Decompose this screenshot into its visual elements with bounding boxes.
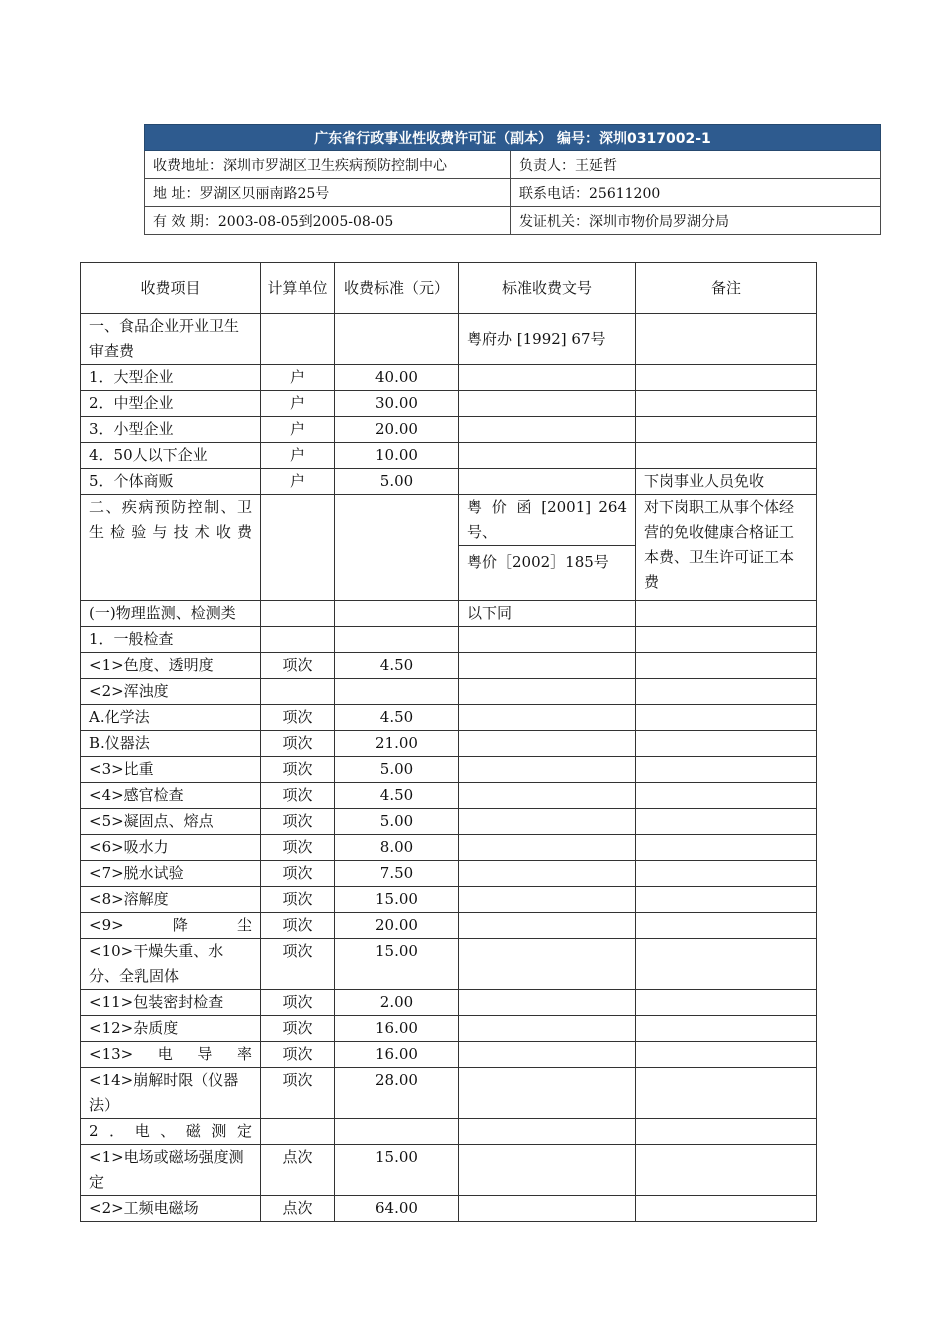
item-cell: <13>电导率 <box>81 1042 261 1068</box>
price-cell: 8.00 <box>335 835 459 861</box>
note-cell <box>636 809 817 835</box>
contact-phone: 联系电话：25611200 <box>511 179 881 207</box>
table-row <box>81 365 817 391</box>
item-cell: <6>吸水力 <box>81 835 261 861</box>
item-cell: <8>溶解度 <box>81 887 261 913</box>
price-cell: 4.50 <box>335 783 459 809</box>
price-cell: 64.00 <box>335 1196 459 1222</box>
item-cell: 2．电、磁测定 <box>81 1119 261 1145</box>
price-cell <box>335 679 459 705</box>
note-cell <box>636 653 817 679</box>
item-cell: <11>包装密封检查 <box>81 990 261 1016</box>
unit-cell: 项次 <box>261 757 335 783</box>
price-cell: 4.50 <box>335 653 459 679</box>
table-row <box>81 990 817 1016</box>
table-row <box>81 314 817 365</box>
price-cell: 7.50 <box>335 861 459 887</box>
doc-cell <box>459 1016 636 1042</box>
item-cell: 2．中型企业 <box>81 391 261 417</box>
header-unit: 计算单位 <box>261 263 335 314</box>
price-cell <box>335 627 459 653</box>
doc-cell <box>459 939 636 990</box>
doc-cell <box>459 391 636 417</box>
unit-cell <box>261 601 335 627</box>
unit-cell: 项次 <box>261 913 335 939</box>
issuing-authority: 发证机关：深圳市物价局罗湖分局 <box>511 207 881 235</box>
doc-cell <box>459 990 636 1016</box>
item-cell: <1>电场或磁场强度测定 <box>81 1145 261 1196</box>
note-cell <box>636 627 817 653</box>
note-cell: 下岗事业人员免收 <box>636 469 817 495</box>
doc-cell <box>459 495 636 601</box>
header-note: 备注 <box>636 263 817 314</box>
fee-table <box>80 262 817 1222</box>
note-cell <box>636 443 817 469</box>
doc-cell <box>459 731 636 757</box>
table-row <box>81 1016 817 1042</box>
item-cell: (一)物理监测、检测类 <box>81 601 261 627</box>
unit-cell <box>261 1119 335 1145</box>
price-cell: 5.00 <box>335 757 459 783</box>
item-cell: 4．50人以下企业 <box>81 443 261 469</box>
note-cell <box>636 1119 817 1145</box>
doc-cell <box>459 417 636 443</box>
unit-cell: 项次 <box>261 653 335 679</box>
note-cell <box>636 1145 817 1196</box>
price-cell: 16.00 <box>335 1016 459 1042</box>
table-row <box>81 417 817 443</box>
unit-cell: 项次 <box>261 990 335 1016</box>
doc-cell: 以下同 <box>459 601 636 627</box>
doc-cell <box>459 469 636 495</box>
fee-table-header <box>81 263 817 314</box>
price-cell: 2.00 <box>335 990 459 1016</box>
table-row <box>81 1068 817 1119</box>
doc-cell <box>459 809 636 835</box>
doc-cell <box>459 1119 636 1145</box>
price-cell <box>335 601 459 627</box>
unit-cell: 户 <box>261 365 335 391</box>
table-row <box>81 1145 817 1196</box>
table-row <box>81 783 817 809</box>
note-cell <box>636 861 817 887</box>
table-row <box>81 757 817 783</box>
doc-cell <box>459 1042 636 1068</box>
header-standard: 收费标准（元） <box>335 263 459 314</box>
doc-cell <box>459 365 636 391</box>
price-cell <box>335 495 459 601</box>
unit-cell: 项次 <box>261 1042 335 1068</box>
table-row <box>81 913 817 939</box>
doc-cell: 粤府办 [1992] 67号 <box>459 314 636 365</box>
table-row <box>81 809 817 835</box>
unit-cell: 项次 <box>261 1068 335 1119</box>
price-cell: 10.00 <box>335 443 459 469</box>
item-cell: <2>浑浊度 <box>81 679 261 705</box>
item-cell: <3>比重 <box>81 757 261 783</box>
table-row <box>81 861 817 887</box>
item-cell: 3．小型企业 <box>81 417 261 443</box>
note-cell <box>636 835 817 861</box>
doc-cell <box>459 443 636 469</box>
table-row <box>81 653 817 679</box>
address: 地 址：罗湖区贝丽南路25号 <box>145 179 511 207</box>
doc-cell <box>459 1145 636 1196</box>
unit-cell <box>261 314 335 365</box>
price-cell: 40.00 <box>335 365 459 391</box>
item-cell: 1．大型企业 <box>81 365 261 391</box>
unit-cell: 项次 <box>261 783 335 809</box>
note-cell <box>636 601 817 627</box>
price-cell: 15.00 <box>335 887 459 913</box>
table-row <box>81 601 817 627</box>
note-cell <box>636 990 817 1016</box>
unit-cell: 项次 <box>261 887 335 913</box>
item-cell: <12>杂质度 <box>81 1016 261 1042</box>
table-row <box>81 705 817 731</box>
doc-cell-top: 粤 价 函 [2001] 264号、 <box>459 495 635 546</box>
price-cell: 21.00 <box>335 731 459 757</box>
note-cell <box>636 314 817 365</box>
doc-cell <box>459 861 636 887</box>
item-cell: <5>凝固点、熔点 <box>81 809 261 835</box>
table-row <box>81 1042 817 1068</box>
item-cell: A.化学法 <box>81 705 261 731</box>
item-cell: <10>干燥失重、水分、全乳固体 <box>81 939 261 990</box>
doc-cell <box>459 653 636 679</box>
price-cell: 15.00 <box>335 939 459 990</box>
item-cell: 二、疾病预防控制、卫生检验与技术收费 <box>81 495 261 601</box>
price-cell: 5.00 <box>335 809 459 835</box>
unit-cell: 户 <box>261 391 335 417</box>
item-cell: 1．一般检查 <box>81 627 261 653</box>
note-cell <box>636 731 817 757</box>
doc-cell <box>459 1068 636 1119</box>
doc-cell <box>459 783 636 809</box>
note-cell <box>636 939 817 990</box>
item-cell: <9>降尘 <box>81 913 261 939</box>
price-cell: 20.00 <box>335 913 459 939</box>
table-row <box>81 887 817 913</box>
doc-cell <box>459 627 636 653</box>
price-cell: 30.00 <box>335 391 459 417</box>
price-cell: 15.00 <box>335 1145 459 1196</box>
unit-cell: 项次 <box>261 1016 335 1042</box>
validity-period: 有 效 期：2003-08-05到2005-08-05 <box>145 207 511 235</box>
note-cell: 对下岗职工从事个体经营的免收健康合格证工本费、卫生许可证工本费 <box>636 495 817 601</box>
item-cell: <4>感官检查 <box>81 783 261 809</box>
table-row <box>81 939 817 990</box>
license-header-table <box>144 124 881 235</box>
note-cell <box>636 783 817 809</box>
unit-cell: 户 <box>261 443 335 469</box>
item-cell: 一、食品企业开业卫生审查费 <box>81 314 261 365</box>
doc-cell <box>459 679 636 705</box>
unit-cell: 项次 <box>261 731 335 757</box>
unit-cell: 点次 <box>261 1196 335 1222</box>
unit-cell <box>261 495 335 601</box>
header-doc: 标准收费文号 <box>459 263 636 314</box>
note-cell <box>636 1042 817 1068</box>
item-cell: <7>脱水试验 <box>81 861 261 887</box>
unit-cell: 户 <box>261 469 335 495</box>
doc-cell <box>459 835 636 861</box>
note-cell <box>636 705 817 731</box>
fee-table-body <box>81 314 817 1222</box>
table-row <box>81 495 817 601</box>
header-item: 收费项目 <box>81 263 261 314</box>
note-cell <box>636 1196 817 1222</box>
unit-cell: 项次 <box>261 835 335 861</box>
note-cell <box>636 1068 817 1119</box>
price-cell: 20.00 <box>335 417 459 443</box>
fee-address: 收费地址：深圳市罗湖区卫生疾病预防控制中心 <box>145 151 511 179</box>
table-row <box>81 679 817 705</box>
unit-cell: 项次 <box>261 861 335 887</box>
table-row <box>81 731 817 757</box>
license-title: 广东省行政事业性收费许可证（副本） 编号：深圳0317002-1 <box>145 125 881 151</box>
note-cell <box>636 365 817 391</box>
item-cell: <2>工频电磁场 <box>81 1196 261 1222</box>
price-cell <box>335 1119 459 1145</box>
note-cell <box>636 417 817 443</box>
price-cell: 28.00 <box>335 1068 459 1119</box>
unit-cell: 项次 <box>261 939 335 990</box>
item-cell: B.仪器法 <box>81 731 261 757</box>
table-row <box>81 1119 817 1145</box>
doc-cell <box>459 913 636 939</box>
doc-cell <box>459 887 636 913</box>
note-cell <box>636 757 817 783</box>
unit-cell <box>261 627 335 653</box>
note-cell <box>636 679 817 705</box>
table-row <box>81 443 817 469</box>
unit-cell: 项次 <box>261 705 335 731</box>
unit-cell: 项次 <box>261 809 335 835</box>
item-cell: <1>色度、透明度 <box>81 653 261 679</box>
table-row <box>81 469 817 495</box>
note-cell <box>636 913 817 939</box>
price-cell: 5.00 <box>335 469 459 495</box>
doc-cell-bottom: 粤价［2002］185号 <box>467 553 609 571</box>
table-row <box>81 391 817 417</box>
note-cell <box>636 887 817 913</box>
item-cell: <14>崩解时限（仪器法） <box>81 1068 261 1119</box>
unit-cell: 户 <box>261 417 335 443</box>
table-row <box>81 1196 817 1222</box>
price-cell: 4.50 <box>335 705 459 731</box>
doc-cell <box>459 705 636 731</box>
price-cell <box>335 314 459 365</box>
note-cell <box>636 1016 817 1042</box>
doc-cell <box>459 1196 636 1222</box>
table-row <box>81 627 817 653</box>
note-cell <box>636 391 817 417</box>
unit-cell: 点次 <box>261 1145 335 1196</box>
price-cell: 16.00 <box>335 1042 459 1068</box>
doc-cell <box>459 757 636 783</box>
responsible-person: 负责人：王延哲 <box>511 151 881 179</box>
item-cell: 5．个体商贩 <box>81 469 261 495</box>
unit-cell <box>261 679 335 705</box>
table-row <box>81 835 817 861</box>
